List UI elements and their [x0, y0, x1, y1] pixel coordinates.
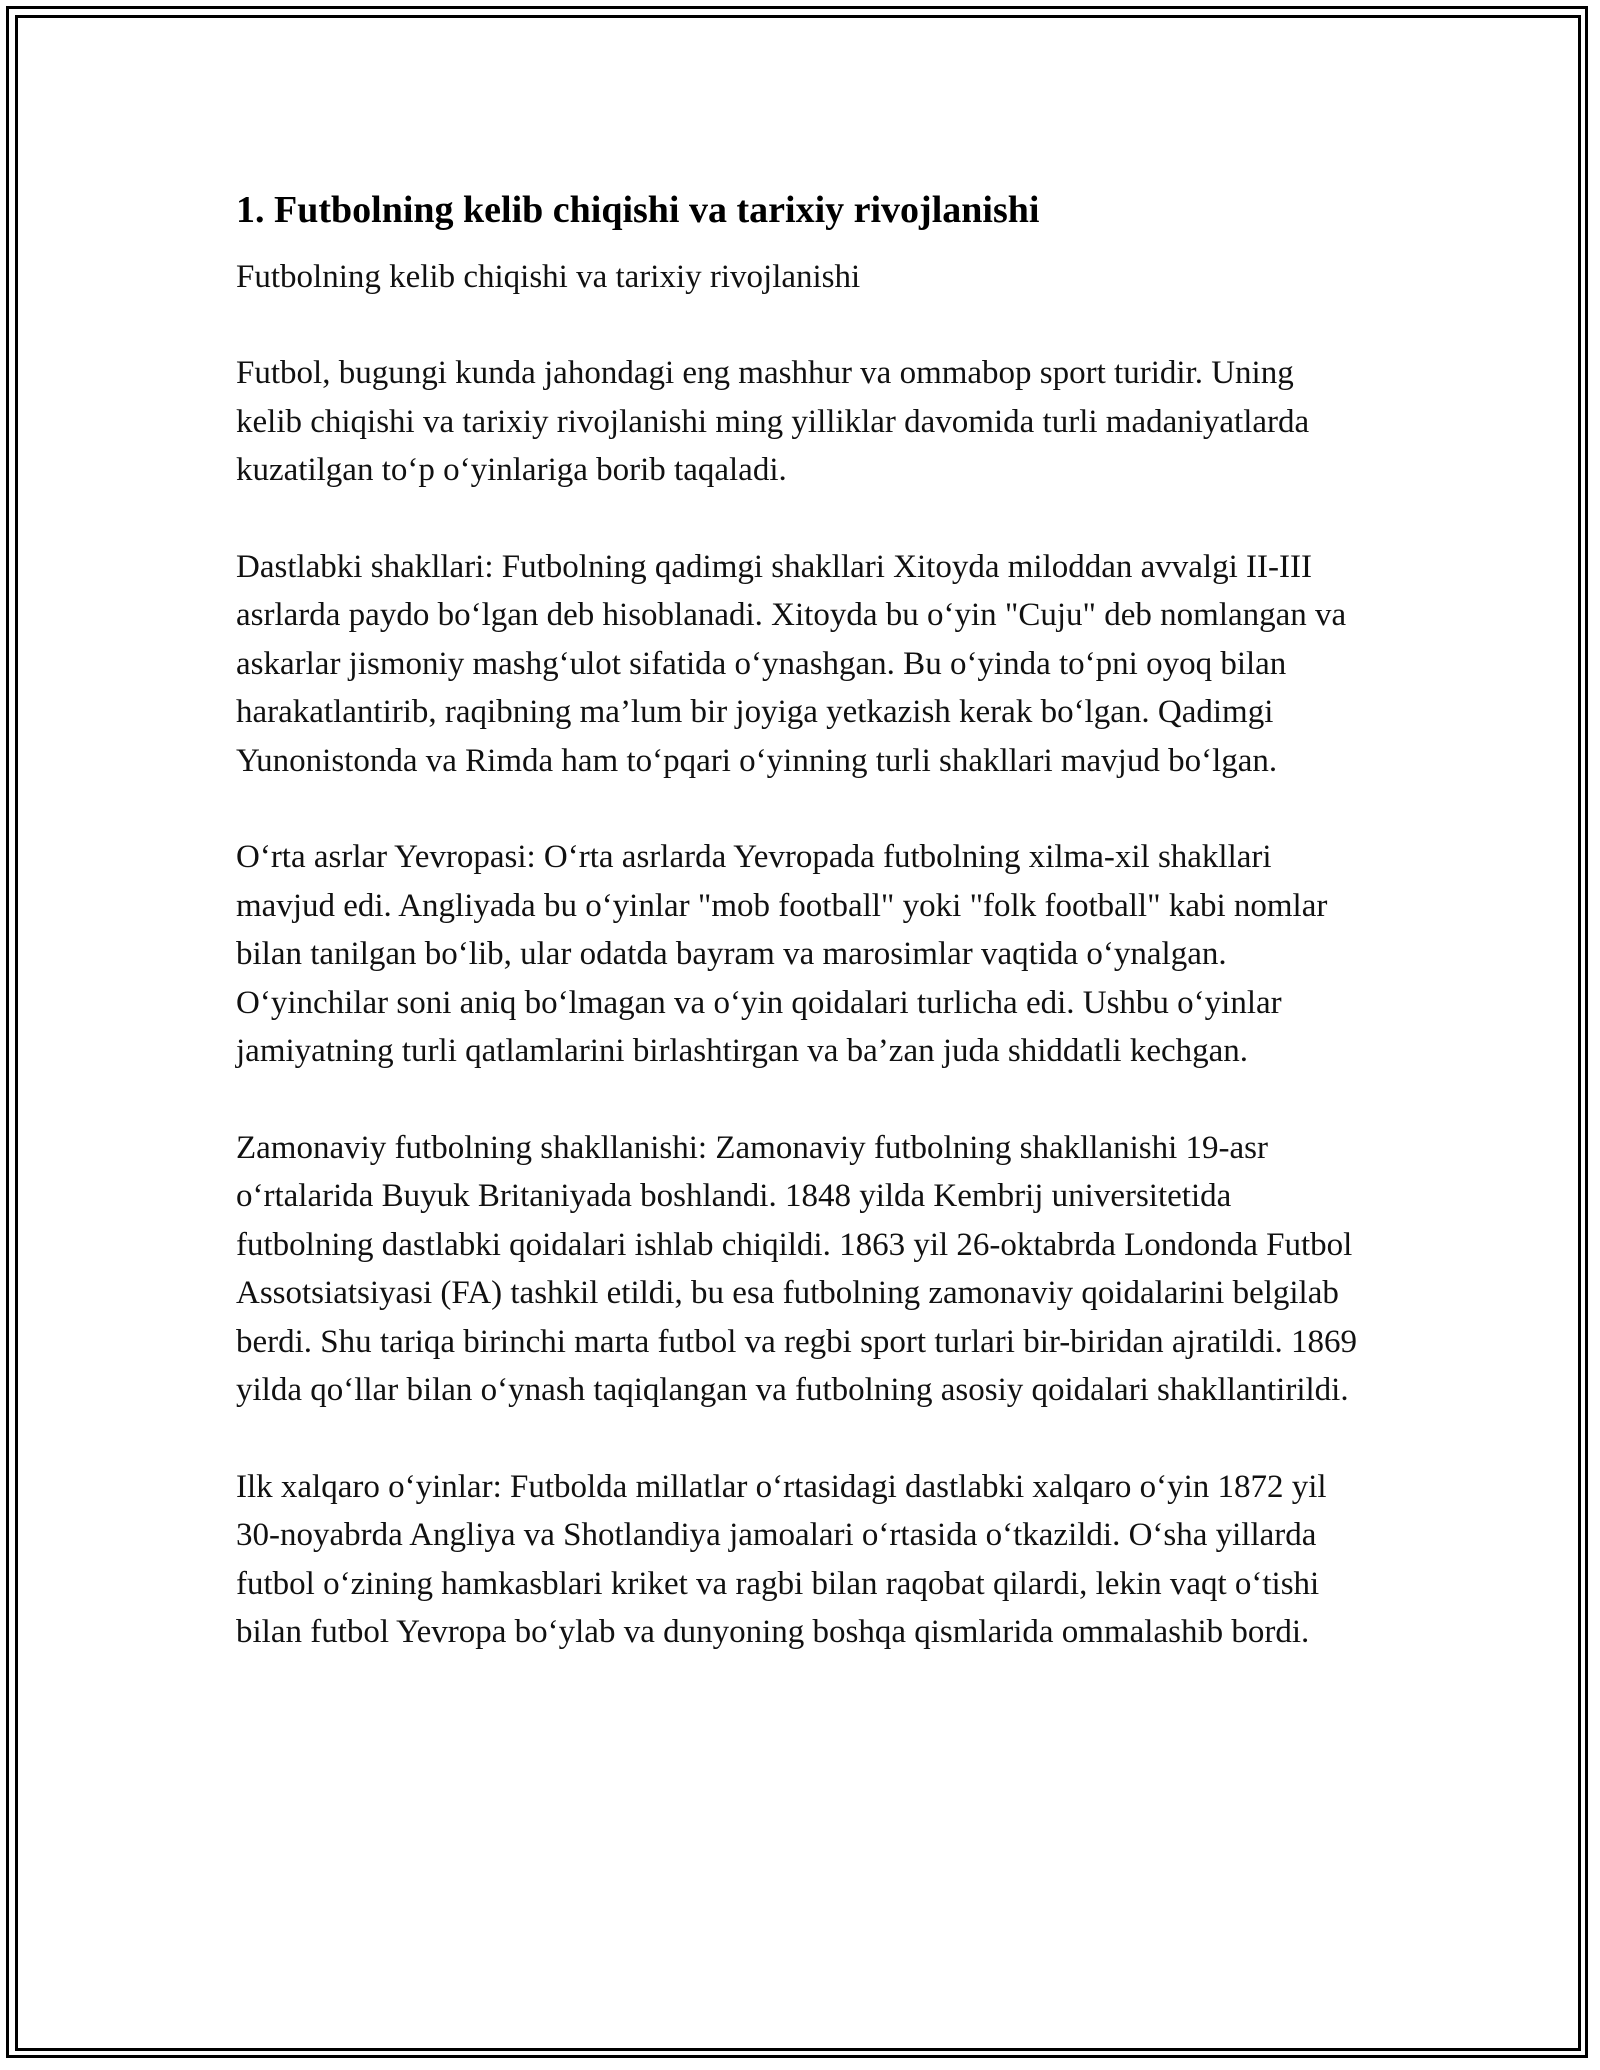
document-body [236, 185, 1366, 1705]
document-subtitle: Futbolning kelib chiqishi va tarixiy rivojlanishi [236, 259, 861, 295]
paragraph-medieval-europe: O‘rta asrlar Yevropasi: O‘rta asrlarda Yevropada futbolning xilma-xil shakllari mavjud edi. Angliyada bu o‘yinlar "mob football" yoki "folk football" kabi nomlar bilan tanilgan bo‘lib, ular odatda bayram va marosimlar vaqtida o‘ynalgan. O‘yinchilar soni aniq bo‘lmagan va o‘yin qoidalari turlicha edi. Ushbu o‘yinlar jamiyatning turli qatlamlarini birlashtirgan va ba’zan juda shiddatli kechgan. [236, 839, 1328, 1069]
document-heading: 1. Futbolning kelib chiqishi va tarixiy rivojlanishi [236, 189, 1040, 231]
paragraph-modern-football: Zamonaviy futbolning shakllanishi: Zamonaviy futbolning shakllanishi 19-asr o‘rtalarida Buyuk Britaniyada boshlandi. 1848 yilda Kembrij universitetida futbolning dastlabki qoidalari ishlab chiqildi. 1863 yil 26-oktabrda Londonda Futbol Assotsiatsiyasi (FA) tashkil etildi, bu esa futbolning zamonaviy qoidalarini belgilab berdi. Shu tariqa birinchi marta futbol va regbi sport turlari bir-biridan ajratildi. 1869 yilda qo‘llar bilan o‘ynash taqiqlangan va futbolning asosiy qoidalari shakllantirildi. [236, 1129, 1358, 1408]
paragraph-early-forms: Dastlabki shakllari: Futbolning qadimgi shakllari Xitoyda miloddan avvalgi II-III asrlarda paydo bo‘lgan deb hisoblanadi. Xitoyda bu o‘yin "Cuju" deb nomlangan va askarlar jismoniy mashg‘ulot sifatida o‘ynashgan. Bu o‘yinda to‘pni oyoq bilan harakatlantirib, raqibning ma’lum bir joyiga yetkazish kerak bo‘lgan. Qadimgi Yunonistonda va Rimda ham to‘pqari o‘yinning turli shakllari mavjud bo‘lgan. [236, 548, 1347, 779]
paragraph-first-international: Ilk xalqaro o‘yinlar: Futbolda millatlar o‘rtasidagi dastlabki xalqaro o‘yin 1872 yil 30-noyabrda Angliya va Shotlandiya jamoalari o‘rtasida o‘tkazildi. O‘sha yillarda futbol o‘zining hamkasblari kriket va ragbi bilan raqobat qilardi, lekin vaqt o‘tishi bilan futbol Yevropa bo‘ylab va dunyoning boshqa qismlarida ommalashib bordi. [236, 1468, 1327, 1650]
paragraph-intro: Futbol, bugungi kunda jahondagi eng mashhur va ommabop sport turidir. Uning kelib chiqishi va tarixiy rivojlanishi ming yilliklar davomida turli madaniyatlarda kuzatilgan to‘p o‘yinlariga borib taqaladi. [236, 355, 1310, 488]
